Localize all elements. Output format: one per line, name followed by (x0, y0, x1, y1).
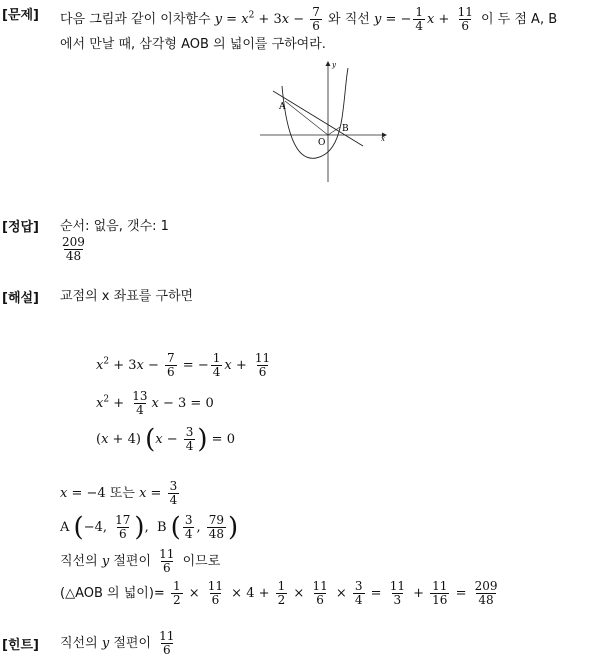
eq-1: $x^2 + 3x$ − $\frac{7}{6}$ = − $\frac{1}{4}$ x + $\frac{11}{6}$ (96, 351, 271, 379)
solution-intro: 교점의 x 좌표를 구하면 (60, 289, 194, 304)
problem-line-2: 에서 만날 때, 삼각형 AOB 의 넓이를 구하여라. (60, 37, 326, 52)
origin-label: O (318, 138, 326, 148)
point-b-label: B (342, 124, 349, 134)
answer-fraction: $\frac{209}{48}$ (62, 235, 85, 263)
points-coordinates: A (−4, $\frac{17}{6}$ ), B ( $\frac{3}{4}$ , $\frac{79}{48}$ ) (60, 512, 239, 543)
graph-figure (258, 58, 388, 184)
point-a-label: A (279, 102, 286, 112)
eq-2: $x^2$ + $\frac{13}{4}$ x − 3 = 0 (96, 389, 214, 417)
eq-3: (x + 4) (x − $\frac{3}{4}$ ) = 0 (96, 424, 235, 455)
solution-tag: [해설] (2, 291, 39, 306)
y-intercept-line: 직선의 y 절편이 $\frac{11}{6}$ 이므로 (60, 547, 221, 575)
area-calculation: (△AOB 의 넓이)= $\frac{1}{2}$ × $\frac{11}{6}$ × 4 + $\frac{1}{2}$ × $\frac{11}{6}$ × $\frac{3}{4}$ = $\frac{11}{3}$ + $\frac{11}{16}$ = $\frac{209}{48}$ (60, 579, 498, 607)
problem-line-1: 다음 그림과 같이 이차함수 $y = x^2 + 3x$ − $\frac{7}{6}$ 와 직선 y = − $\frac{1}{4}$ x + $\frac{11}{6}$ 이 두 점 A, B (60, 5, 558, 33)
hint-text: 직선의 y 절편이 $\frac{11}{6}$ (60, 629, 175, 657)
eq-result: x = −4 또는 x = $\frac{3}{4}$ (60, 479, 178, 507)
hint-tag: [힌트] (2, 638, 39, 653)
problem-tag: [문제] (2, 8, 39, 23)
x-axis-label: x (381, 135, 385, 143)
y-axis-label: y (332, 61, 336, 69)
answer-tag: [정답] (2, 220, 39, 235)
answer-text: 순서: 없음, 갯수: 1 (60, 219, 169, 234)
